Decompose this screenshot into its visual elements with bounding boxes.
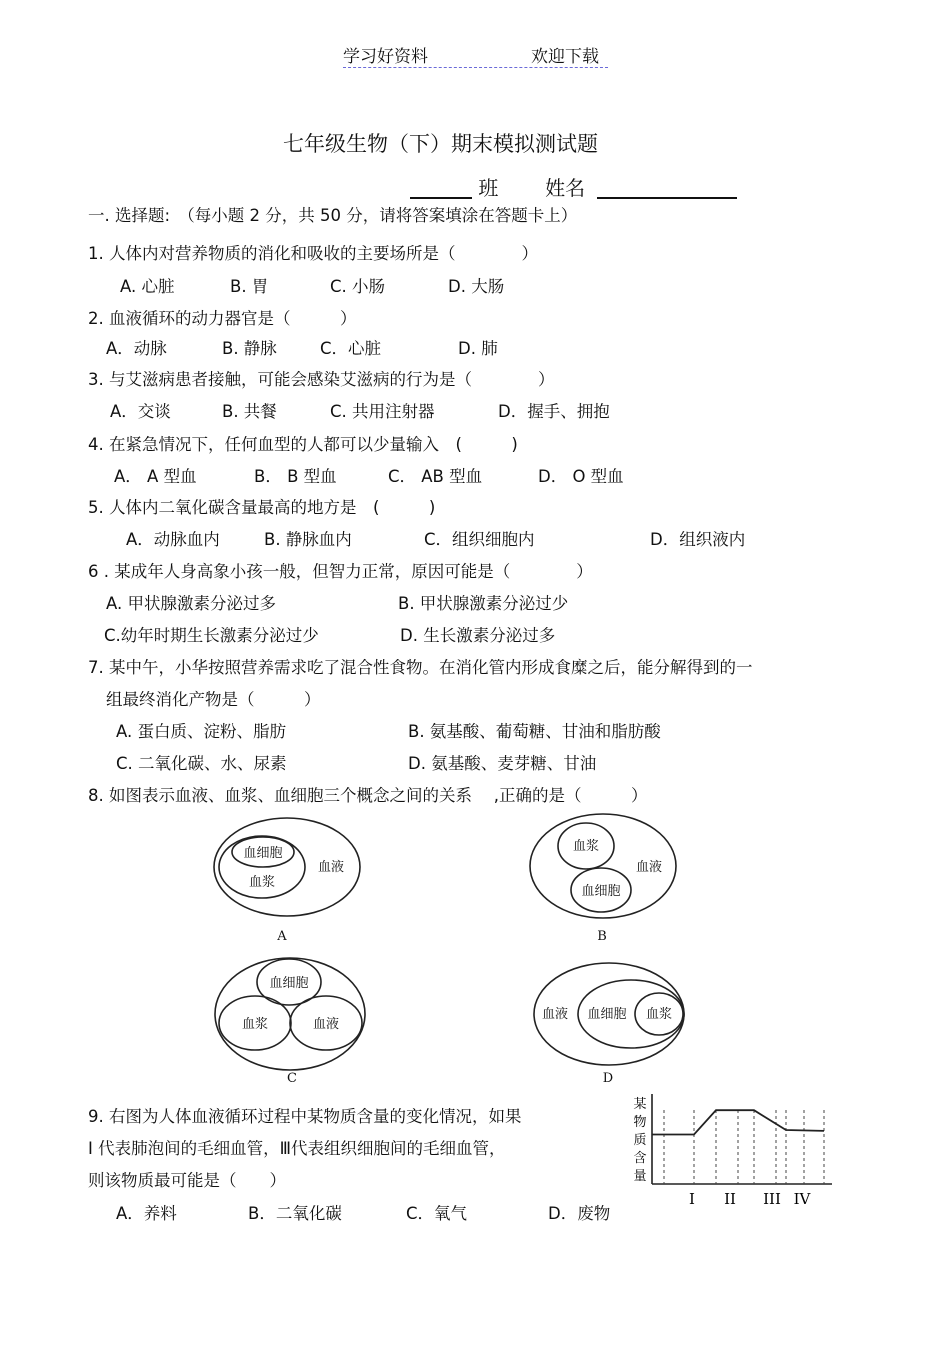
q2-option-c: C．心脏 [320,339,382,358]
diagram-b-outer-label: 血液 [635,860,663,875]
diagram-a-outer-label: 血液 [317,860,345,875]
q2-stem: 2. 血液循环的动力器官是（ ） [88,309,357,328]
class-name-line [410,172,737,201]
diagram-c-letter: C [287,1071,297,1086]
class-label: 班 [478,176,499,200]
q4-option-d: D． O 型血 [538,467,624,486]
q6-option-b: B. 甲状腺激素分泌过少 [398,594,569,613]
q3-option-c: C. 共用注射器 [330,402,435,421]
q6-option-c: C.幼年时期生长激素分泌过少 [104,626,319,645]
chart-ylabel [633,1097,646,1184]
q9-option-a: A．养料 [116,1204,177,1223]
q1-stem: 1. 人体内对营养物质的消化和吸收的主要场所是（ ） [88,244,538,263]
q6-option-a: A. 甲状腺激素分泌过多 [106,594,276,613]
q1-option-b: B. 胃 [230,277,269,296]
q9-chart [626,1090,838,1210]
diagram-d-letter: D [602,1071,614,1086]
diagram-b-bottom-label: 血细胞 [581,884,621,899]
q6-option-d: D. 生长激素分泌过多 [400,626,556,645]
q9-option-c: C．氧气 [406,1204,468,1223]
diagram-a-middle-label: 血浆 [248,875,276,890]
chart-ylabel-char: 某 [633,1097,647,1112]
diagram-b-letter: B [597,929,607,944]
header-left: 学习好资料 [343,47,428,67]
diagram-d-outer-label: 血液 [541,1007,569,1022]
q9-stem-line2: I 代表肺泡间的毛细血管，Ⅲ代表组织细胞间的毛细血管， [88,1139,506,1158]
page-title: 七年级生物（下）期末模拟测试题 [283,132,598,156]
chart-tick-label: IV [793,1190,811,1208]
q4-option-b: B． B 型血 [254,467,337,486]
diagram-d-middle-label: 血细胞 [587,1007,627,1022]
chart-ylabel-char: 质 [633,1133,647,1148]
q1-option-d: D. 大肠 [448,277,505,296]
diagram-d-inner-label: 血浆 [645,1007,673,1022]
page-header [343,42,608,68]
q7-stem-line1: 7. 某中午，小华按照营养需求吃了混合性食物。在消化管内形成食糜之后，能分解得到的一 [88,658,753,677]
q5-stem: 5. 人体内二氧化碳含量最高的地方是 ( ) [88,498,436,517]
q7-option-d: D. 氨基酸、麦芽糖、甘油 [408,754,597,773]
diagram-c-top-label: 血细胞 [269,976,309,991]
q5-option-b: B. 静脉血内 [264,530,352,549]
q1-option-c: C. 小肠 [330,277,386,296]
section-heading: 一. 选择题: （每小题 2 分，共 50 分，请将答案填涂在答题卡上） [88,206,578,225]
q7-option-b: B. 氨基酸、葡萄糖、甘油和脂肪酸 [408,722,661,741]
diagram-c-outer [215,958,365,1070]
q9-option-b: B．二氧化碳 [248,1204,342,1223]
q5-option-a: A．动脉血内 [126,530,220,549]
q2-option-d: D. 肺 [458,339,498,358]
diagram-c-right-label: 血液 [312,1017,340,1032]
q7-option-c: C. 二氧化碳、水、尿素 [116,754,287,773]
name-label: 姓名 [545,176,586,200]
q4-stem: 4. 在紧急情况下，任何血型的人都可以少量输入 ( ) [88,435,518,454]
q3-stem: 3. 与艾滋病患者接触，可能会感染艾滋病的行为是（ ） [88,370,555,389]
name-blank[interactable] [597,177,737,199]
chart-tick-label: II [724,1190,736,1208]
q7-stem-line2: 组最终消化产物是（ ） [106,690,321,709]
header-right: 欢迎下载 [531,47,599,67]
q3-option-a: A．交谈 [110,402,171,421]
chart-ylabel-char: 含 [633,1151,647,1166]
class-blank[interactable] [410,177,472,199]
q5-option-d: D．组织液内 [650,530,746,549]
q1-option-a: A. 心脏 [120,277,175,296]
q2-option-a: A．动脉 [106,339,167,358]
chart-tick-label: III [763,1190,781,1208]
q6-stem: 6 . 某成年人身高象小孩一般，但智力正常，原因可能是（ ） [88,562,593,581]
q8-diagrams [200,812,700,1092]
q3-option-d: D．握手、拥抱 [498,402,610,421]
q3-option-b: B. 共餐 [222,402,277,421]
chart-tick-label: I [689,1190,695,1208]
q9-stem-line3: 则该物质最可能是（ ） [88,1171,286,1190]
q7-option-a: A. 蛋白质、淀粉、脂肪 [116,722,286,741]
q8-stem: 8. 如图表示血液、血浆、血细胞三个概念之间的关系 ,正确的是（ ） [88,786,648,805]
q9-option-d: D．废物 [548,1204,611,1223]
diagram-a-inner-label: 血细胞 [243,846,283,861]
chart-ylabel-char: 量 [633,1169,647,1184]
diagram-b-top-label: 血浆 [572,839,600,854]
diagram-c-left-label: 血浆 [241,1017,269,1032]
q9-stem-line1: 9. 右图为人体血液循环过程中某物质含量的变化情况，如果 [88,1107,522,1126]
q5-option-c: C．组织细胞内 [424,530,535,549]
diagram-a-letter: A [277,929,287,944]
q2-option-b: B. 静脉 [222,339,277,358]
q4-option-c: C． AB 型血 [388,467,483,486]
chart-ylabel-char: 物 [633,1115,647,1130]
q4-option-a: A． A 型血 [114,467,197,486]
